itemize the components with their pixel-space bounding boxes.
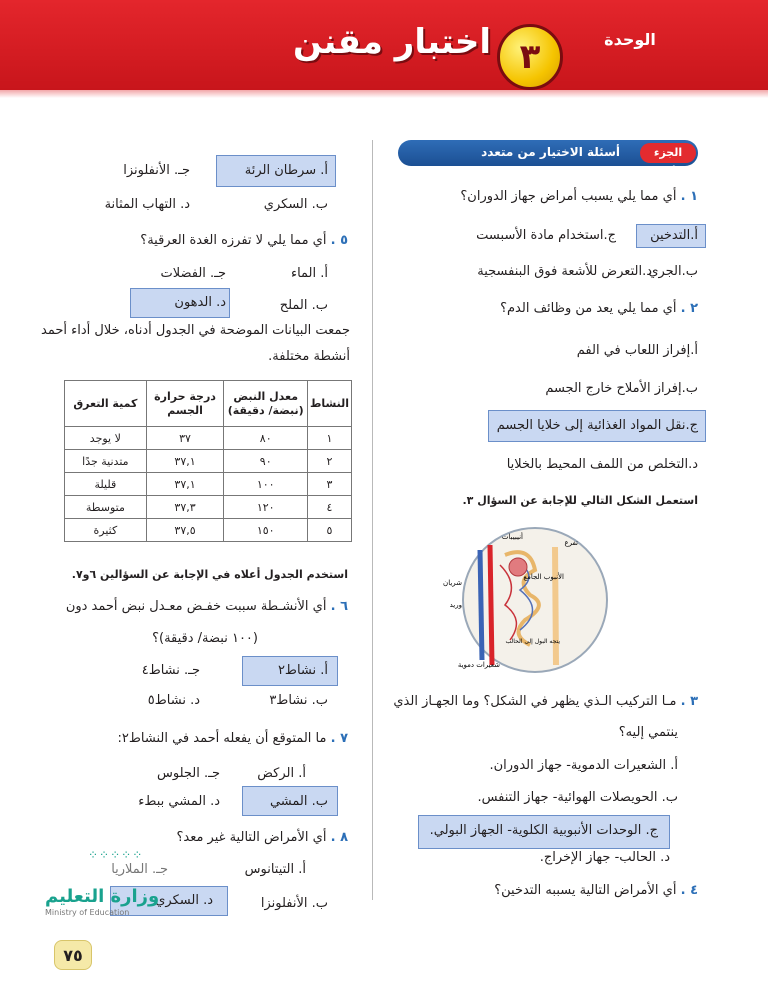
question-2 [500, 300, 698, 318]
q5-option-a[interactable]: أ. الماء [290, 266, 328, 281]
question-8-text: أي الأمراض التالية غير معد؟ [176, 830, 327, 845]
table-cell: ٤ [308, 496, 352, 519]
unit-number-badge: ٣ [497, 24, 563, 90]
table-cell: كثيرة [65, 519, 147, 542]
question-1-number: ١ . [680, 189, 698, 204]
q2-option-c[interactable]: ج.نقل المواد الغذائية إلى خلايا الجسم [496, 418, 698, 433]
table-cell: ١٠٠ [224, 473, 308, 496]
table-cell: ٣٧,٥ [146, 519, 224, 542]
question-4-number: ٤ . [680, 883, 698, 898]
question-2-text: أي مما يلي يعد من وظائف الدم؟ [500, 301, 677, 316]
page-number: ٧٥ [54, 940, 92, 970]
question-5-number: ٥ . [330, 233, 348, 248]
table-instruction: استخدم الجدول أعلاه في الإجابة عن السؤالين ٦و٧. [71, 568, 348, 581]
table-intro-cont: أنشطة مختلفة. [268, 349, 350, 364]
table-row [65, 496, 352, 519]
q6-option-c[interactable]: جـ. نشاط٤ [141, 663, 200, 678]
q5-option-d[interactable]: د. الدهون [174, 295, 226, 310]
diagram-label: أنيبيبات [501, 533, 523, 541]
question-1 [460, 188, 698, 206]
question-4 [494, 882, 698, 900]
ministry-logo-icon: ⁘⁘⁘⁘⁘ [88, 848, 144, 862]
question-1-text: أي مما يلي يسبب أمراض جهاز الدوران؟ [460, 189, 677, 204]
table-header-cell: النشاط [308, 381, 352, 427]
artery-shape [490, 545, 492, 665]
question-5 [140, 232, 348, 250]
question-6-number: ٦ . [330, 599, 348, 614]
table-row [65, 427, 352, 450]
table-cell: ٣ [308, 473, 352, 496]
q3-option-b[interactable]: ب. الحويصلات الهوائية- جهاز التنفس. [477, 790, 678, 805]
question-6-text-cont: (١٠٠ نبضة/ دقيقة)؟ [152, 631, 258, 646]
question-7-text: ما المتوقع أن يفعله أحمد في النشاط٢: [117, 731, 327, 746]
table-cell: ٩٠ [224, 450, 308, 473]
q8-option-d[interactable]: د. السكري [155, 893, 213, 908]
q5-option-c[interactable]: جـ. الفضلات [160, 266, 226, 281]
q6-option-a[interactable]: أ. نشاط٢ [277, 663, 328, 678]
question-8-number: ٨ . [330, 830, 348, 845]
q6-option-b[interactable]: ب. نشاط٣ [269, 693, 328, 708]
ministry-logo-subtitle: Ministry of Education [45, 908, 130, 917]
table-cell: قليلة [65, 473, 147, 496]
table-header-cell: درجة حرارة الجسم [146, 381, 224, 427]
q1-option-b[interactable]: ب.الجري [648, 264, 698, 279]
section-part-label: الجزء الأول: [640, 143, 696, 163]
q8-option-b[interactable]: ب. الأنفلونزا [260, 896, 328, 911]
column-divider [372, 140, 373, 900]
activity-table [64, 380, 352, 542]
question-3-text: مـا التركيب الـذي يظهر في الشكل؟ وما الجهـاز الذي [393, 694, 677, 709]
table-cell: ٣٧ [146, 427, 224, 450]
q7-option-a[interactable]: أ. الركض [257, 766, 306, 781]
question-4-text: أي الأمراض التالية يسببه التدخين؟ [494, 883, 677, 898]
diagram-label: شريان [443, 579, 462, 587]
diagram-label: يتجه البول إلى الحالب [505, 638, 560, 645]
table-cell: ٣٧,١ [146, 450, 224, 473]
q1-option-a[interactable]: أ.التدخين [650, 228, 698, 243]
collecting-duct-shape [555, 547, 556, 665]
question-7 [117, 730, 348, 748]
q1-option-d[interactable]: د.التعرض للأشعة فوق البنفسجية [477, 264, 652, 279]
question-6 [66, 598, 348, 616]
q2-option-b[interactable]: ب.إفراز الأملاح خارج الجسم [545, 381, 698, 396]
table-cell: متوسطة [65, 496, 147, 519]
q3-option-d[interactable]: د. الحالب- جهاز الإخراج. [539, 850, 670, 865]
question-5-text: أي مما يلي لا تفرزه الغدة العرقية؟ [140, 233, 327, 248]
table-header-row [65, 381, 352, 427]
table-cell: ٣٧,٣ [146, 496, 224, 519]
question-8 [176, 829, 348, 847]
table-cell: ٣٧,١ [146, 473, 224, 496]
q8-option-c[interactable]: جـ. الملاريا [111, 862, 168, 877]
nephron-diagram [443, 525, 610, 675]
vein-shape [480, 550, 482, 660]
section-title: أسئلة الاختيار من متعدد [481, 145, 620, 159]
table-header-cell: كمية التعرق [65, 381, 147, 427]
question-3-number: ٣ . [680, 694, 698, 709]
table-cell: متدنية جدًا [65, 450, 147, 473]
q4-option-b[interactable]: ب. السكري [263, 197, 328, 212]
q1-option-c[interactable]: ج.استخدام مادة الأسبست [476, 228, 616, 243]
table-row [65, 519, 352, 542]
question-6-text: أي الأنشـطة سببت خفـض معـدل نبض أحمد دون [65, 599, 327, 614]
question-2-number: ٢ . [680, 301, 698, 316]
table-cell: ١٢٠ [224, 496, 308, 519]
diagram-label: الأنبوب الجامع [523, 573, 564, 581]
table-header-cell: معدل النبض (نبضة/ دقيقة) [224, 381, 308, 427]
question-3-text-cont: ينتمي إليه؟ [618, 725, 678, 740]
table-cell: لا يوجد [65, 427, 147, 450]
header-stripe [0, 90, 768, 98]
question-7-number: ٧ . [330, 731, 348, 746]
unit-word: الوحدة [604, 30, 656, 49]
ministry-logo-text: وزارة التعليم [45, 886, 160, 907]
table-cell: ١٥٠ [224, 519, 308, 542]
q4-option-a[interactable]: أ. سرطان الرئة [244, 163, 328, 178]
table-row [65, 450, 352, 473]
diagram-label: وريد [449, 601, 462, 609]
q2-option-d[interactable]: د.التخلص من اللمف المحيط بالخلايا [506, 457, 698, 472]
q7-option-b[interactable]: ب. المشي [269, 794, 328, 809]
q8-option-a[interactable]: أ. التيتانوس [244, 862, 306, 877]
question-3 [393, 693, 698, 711]
table-cell: ٢ [308, 450, 352, 473]
q4-option-c[interactable]: جـ. الأنفلونزا [123, 163, 190, 178]
q4-option-d[interactable]: د. التهاب المثانة [104, 197, 190, 212]
q5-option-b[interactable]: ب. الملح [279, 298, 328, 313]
table-row [65, 473, 352, 496]
q3-option-a[interactable]: أ. الشعيرات الدموية- جهاز الدوران. [489, 758, 678, 773]
diagram-label: تفرع [564, 539, 578, 547]
table-cell: ٥ [308, 519, 352, 542]
q7-option-c[interactable]: جـ. الجلوس [157, 766, 220, 781]
q7-option-d[interactable]: د. المشي ببطء [138, 794, 220, 809]
table-intro: جمعت البيانات الموضحة في الجدول أدناه، خلال أداء أحمد [41, 323, 350, 338]
diagram-label: شعيرات دموية [457, 661, 500, 669]
table-cell: ١ [308, 427, 352, 450]
q6-option-d[interactable]: د. نشاط٥ [147, 693, 200, 708]
figure-instruction: استعمل الشكل التالي للإجابة عن السؤال ٣. [462, 494, 698, 507]
table-cell: ٨٠ [224, 427, 308, 450]
q2-option-a[interactable]: أ.إفراز اللعاب في الفم [576, 343, 698, 358]
page-title: اختبار مقنن [292, 22, 492, 62]
q3-option-c[interactable]: ج. الوحدات الأنبوبية الكلوية- الجهاز البولي. [429, 823, 658, 838]
